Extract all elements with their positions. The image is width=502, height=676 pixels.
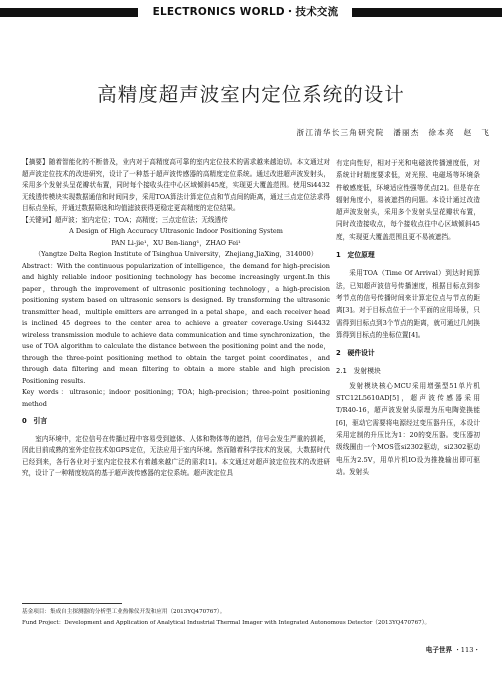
english-title: A Design of High Accuracy Ultrasonic Indoor Positioning System (69, 227, 283, 235)
footnote-en: Fund Project：Development and Application of Analytical Industrial Thermal Imager with Integrated Autonomous Detector（2013YQ470767）。 (22, 620, 431, 626)
section-2-1-heading: 2.1 发射模块 (336, 367, 381, 376)
header-bar-left (0, 8, 138, 17)
author-line: 浙江清华长三角研究院 潘丽杰 徐本亮 赵 飞 (296, 128, 490, 137)
left-column (22, 157, 330, 480)
emitter-paragraph: 发射模块核心MCU采用增强型51单片机STC12L5610AD[5]，超声波传感器采用T/R40-16，超声波发射头原理为压电陶瓷换能[6]，驱动它需要将电源经过变压器升压，本设计采用定制的升压比为1：20的变压器。变压器初级线圈由一个MOS管si2302驱动，si2302驱动电压为2.5V，用单片机IO设为推挽输出即可驱动。发射头 (336, 381, 480, 476)
journal-header (0, 0, 502, 24)
english-authors: PAN Li-jie¹，XU Ben-liang¹，ZHAO Fei¹ (111, 238, 241, 247)
footnote-rule (22, 603, 122, 604)
intro-paragraph: 室内环境中，定位信号在传播过程中容易受到遮体、人体和物体等的遮挡，信号会发生严重的损耗，因此目前成熟的室外定位技术如GPS定位，无法应用于室内环境。然而随着科学技术的发展，大数据时代已经到来，各行各业对于室内定位技术有着越来越广泛的需求[1]。本文通过对超声波定位技术的改进研究，设计了一种精度较高的基于超声波传感器的定位系统。超声波定位具 (22, 434, 330, 477)
journal-name: ELECTRONICS WORLD・技术交流 (152, 6, 339, 18)
page-number: ・113・ (454, 646, 480, 654)
footer-brand: 电子世界 (425, 646, 453, 654)
right-column (336, 157, 480, 478)
intro-continued: 有定向性好，相对于光和电磁波传播速度低，对系统计时精度要求低，对光照、电磁场等环境条件敏感度低，环境适应性强等优点[2]。但是存在辐射角度小，易被遮挡的问题。本设计通过改造超声波发射头，采用多个发射头呈花瓣状布置，同时改造接收点，每个接收点往中心区域倾斜45度，实现更大覆盖范围且更不易被遮挡。 (336, 159, 480, 241)
section-0-heading: 0 引言 (22, 417, 48, 425)
keywords-cn: 【关键词】超声波；室内定位；TOA；高精度；三点定位法；无线透传 (22, 215, 228, 224)
page-footer (426, 644, 480, 654)
section-1-heading: 1 定位原理 (336, 251, 375, 260)
principle-paragraph: 采用TOA（Time Of Arrival）到达时间算法，已知超声波信号传播速度，根据目标点到参考节点的信号传播时间来计算定位点与节点的距离[3]。对于目标点位于一个平面的应用场景，只需得到目标点到3个节点的距离，就可通过几何换算得到目标点的坐标位置[4]。 (336, 269, 480, 339)
header-bar-right (352, 8, 502, 17)
footnote-cn: 基金项目：集成自主探测器的分析型工业热像仪开发和应用（2013YQ470767）。 (22, 609, 226, 615)
paper-title: 高精度超声波室内定位系统的设计 (97, 83, 405, 106)
keywords-en: Key words：ultrasonic；indoor positioning；TOA；high-precision；three-point positioning method (22, 388, 330, 408)
english-affiliation: （Yangtze Delta Region Institute of Tsinghua University，Zhejiang,JiaXing，314000） (34, 250, 318, 258)
abstract-cn: 【摘要】随着智能化的不断普及，业内对于高精度高可靠的室内定位技术的需求越来越迫切。本文通过对超声波定位技术的改进研究，设计了一种基于超声波传感器的高精度定位系统。通过改进超声波发射头，采用多个发射头呈花瓣状布置，同时每个接收头往中心区域倾斜45度，实现更大覆盖范围。使用Si4432无线透传模块实现数据通信和时间同步，采用TOA算法计算定位点和节点间的距离，通过三点定位法求得目标点坐标，并通过数据筛选和均值滤波获得更稳定更高精度的定位结果。 (22, 158, 330, 212)
abstract-en: Abstract：With the continuous popularization of intelligence，the demand for high-precision and highly reliable indoor positioning technology has become increasingly urgent.In this paper，through the improvement of ultrasonic positioning technology，a high-precision positioning system based on ultrasonic sensors is designed. By transforming the ultrasonic transmitter head，multiple emitters are arranged in a petal shape，and each receiver head is inclined 45 degrees to the center area to achieve a greater coverage.Using Si4432 wireless transmission module to achieve data communication and time synchronization，the use of TOA algorithm to calculate the distance between the positioning point and the node，through the three-point positioning method to obtain the target point coordinates，and through data filtering and mean filtering to obtain a more stable and high precision Positioning results. (22, 261, 330, 385)
section-2-heading: 2 硬件设计 (336, 349, 375, 358)
